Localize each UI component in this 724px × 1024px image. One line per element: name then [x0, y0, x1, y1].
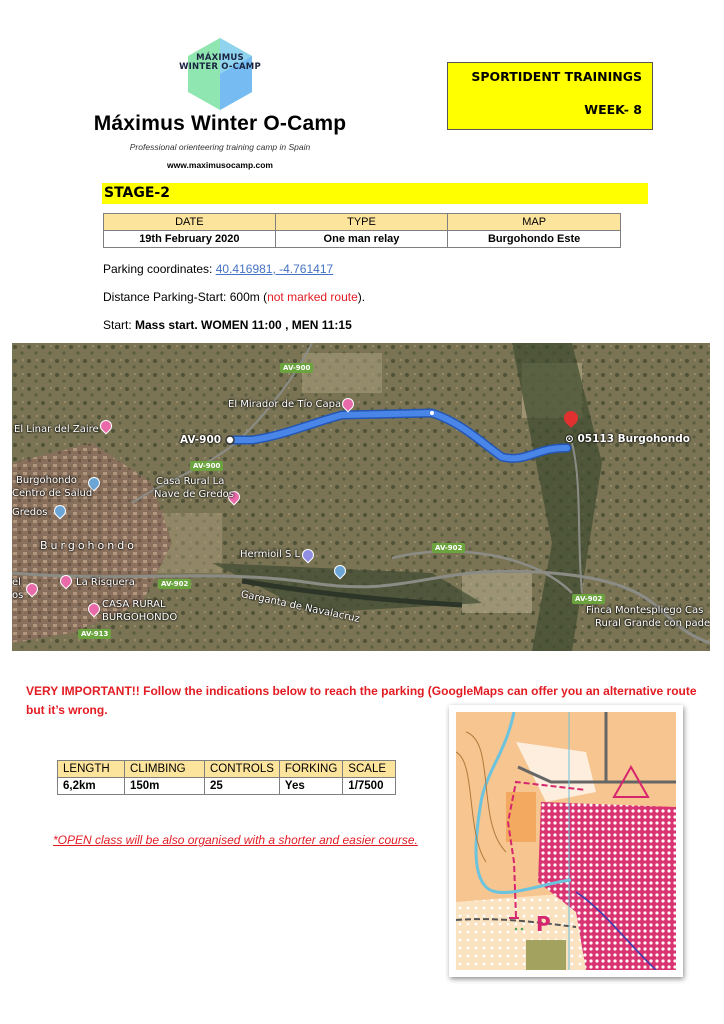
- table-header-row: [104, 214, 621, 231]
- map-label: BURGOHONDO: [102, 612, 178, 623]
- distance-label: Distance Parking-Start: 600m (: [103, 290, 268, 304]
- header-controls: CONTROLS: [205, 761, 280, 778]
- road-badge-av902: AV-902: [158, 579, 191, 589]
- logo-badge-line1: MÁXIMUS: [196, 53, 244, 63]
- map-label: Burgohondo: [16, 475, 77, 486]
- week-box-title: SPORTIDENT TRAININGS: [471, 69, 642, 84]
- table-row: [104, 231, 621, 248]
- cell-map: Burgohondo Este: [448, 231, 621, 248]
- map-label: El Mirador de Tío Capa: [228, 399, 342, 410]
- map-label: os: [12, 590, 24, 601]
- header-scale: SCALE: [343, 761, 396, 778]
- open-class-note: *OPEN class will be also organised with a shorter and easier course.: [53, 833, 418, 847]
- warning-text: VERY IMPORTANT!! Follow the indications below to reach the parking (GoogleMaps can offer you an alternative route but it’s wrong.: [26, 684, 697, 717]
- logo-badge-text: [179, 54, 261, 72]
- cell-length: 6,2km: [58, 778, 125, 795]
- map-label: Casa Rural La: [156, 476, 225, 487]
- map-label: CASA RURAL: [102, 599, 166, 610]
- header-type: TYPE: [275, 214, 448, 231]
- road-badge-av913: AV-913: [78, 629, 111, 639]
- parking-line: [103, 262, 333, 276]
- map-label: el: [12, 577, 21, 588]
- map-label: Nave de Gredos: [154, 489, 235, 500]
- logo-hexagon-icon: [179, 38, 261, 110]
- parking-label: Parking coordinates:: [103, 262, 216, 276]
- orienteering-map-frame: [449, 705, 683, 977]
- parking-coords-link[interactable]: 40.416981, -4.761417: [215, 262, 334, 276]
- cell-date: 19th February 2020: [104, 231, 276, 248]
- stage-title: STAGE-2: [102, 183, 648, 204]
- destination-label-text: 05113 Burgohondo: [577, 433, 690, 445]
- town-label: Burgohondo: [40, 539, 137, 552]
- map-label: La Risquera: [76, 577, 135, 588]
- header-forking: FORKING: [279, 761, 342, 778]
- route-start-dot: [226, 436, 234, 444]
- orienteering-map[interactable]: [456, 712, 676, 970]
- stage-info-table: [103, 213, 621, 248]
- cell-type: One man relay: [275, 231, 448, 248]
- cell-controls: 25: [205, 778, 280, 795]
- table-row: [58, 778, 396, 795]
- week-box: [447, 62, 653, 130]
- road-badge-av900: AV-900: [280, 363, 313, 373]
- header-length: LENGTH: [58, 761, 125, 778]
- map-label: Centro de Salud: [12, 488, 93, 499]
- map-label: Gredos: [12, 507, 48, 518]
- camp-url[interactable]: www.maximusocamp.com: [167, 160, 273, 170]
- orienteering-map-drawing: [456, 712, 676, 970]
- road-badge-av902: AV-902: [432, 543, 465, 553]
- parking-symbol: P: [536, 912, 551, 936]
- week-number: WEEK- 8: [584, 102, 642, 117]
- header-climbing: CLIMBING: [125, 761, 205, 778]
- distance-line: [103, 290, 365, 304]
- table-header-row: [58, 761, 396, 778]
- river-label: Garganta de Navalacruz: [239, 589, 361, 625]
- road-badge-av900: AV-900: [190, 461, 223, 471]
- header-date: DATE: [104, 214, 276, 231]
- road-badge-av902: AV-902: [572, 594, 605, 604]
- cell-forking: Yes: [279, 778, 342, 795]
- header-map: MAP: [448, 214, 621, 231]
- camp-title: Máximus Winter O-Camp: [93, 112, 347, 135]
- course-table: [57, 760, 396, 795]
- map-label: Hermioil S L: [240, 549, 301, 560]
- start-line: [103, 318, 352, 332]
- start-label: Start:: [103, 318, 136, 332]
- start-value: Mass start. WOMEN 11:00 , MEN 11:15: [135, 318, 352, 332]
- camp-tagline: Professional orienteering training camp in Spain: [129, 142, 311, 152]
- map-label: Rural Grande con pade: [595, 618, 710, 629]
- cell-scale: 1/7500: [343, 778, 396, 795]
- map-label: Finca Montespliego Cas: [586, 605, 704, 616]
- map-label: AV-900: [180, 434, 222, 446]
- satellite-route-map[interactable]: [12, 343, 710, 651]
- destination-label: ⊙ 05113 Burgohondo: [565, 433, 690, 445]
- map-label: El Linar del Zaire: [14, 424, 99, 435]
- header-logo: [60, 30, 380, 170]
- distance-note: not marked route: [267, 290, 358, 304]
- logo-badge-line2: WINTER O-CAMP: [179, 62, 261, 72]
- distance-suffix: ).: [357, 290, 366, 304]
- cell-climbing: 150m: [125, 778, 205, 795]
